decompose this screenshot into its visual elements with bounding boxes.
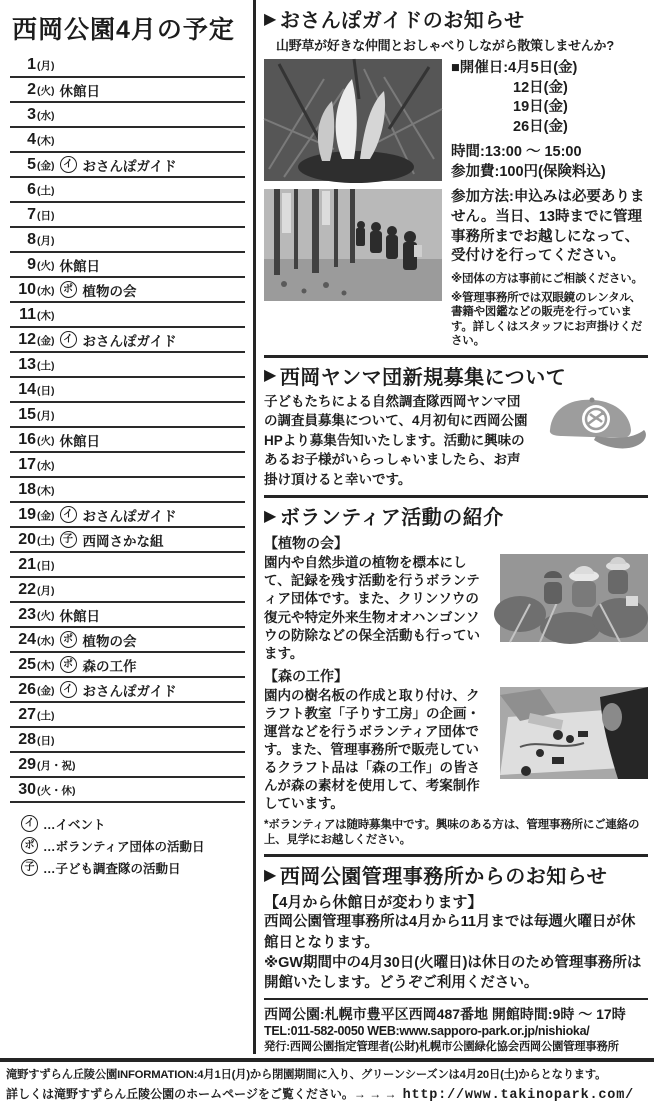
calendar-day-of-week: (水) <box>37 635 55 647</box>
calendar-row <box>10 678 245 703</box>
event-date-line: 19日(金) <box>513 99 568 116</box>
section-osanpo-guide <box>264 4 648 349</box>
event-type-badge-icon: ポ <box>60 281 77 298</box>
section-heading <box>264 361 648 390</box>
event-note-2: ※管理事務所では双眼鏡のレンタル、書籍や図鑑などの販売を行っています。詳しくはスタッフにお声掛けください。 <box>451 292 643 348</box>
skunk-cabbage-flowers-photo <box>264 59 442 181</box>
calendar-row <box>10 753 245 778</box>
calendar-row <box>10 578 245 603</box>
park-contact-block <box>264 998 648 1054</box>
calendar-day-number: 16 <box>18 430 36 448</box>
group-body-woodcraft: 園内の樹名板の作成と取り付け、クラフト教室「子りす工房」の企画・運営などを行うボランティア団体です。また、管理事務所で販売しているクラフト品は「森の工作」の皆さんが森の素材を使用して、考案制作しています。 <box>264 687 480 812</box>
calendar-day-of-week: (日) <box>37 385 55 397</box>
guided-walk-forest-photo <box>264 189 442 301</box>
plant-group-activity-photo <box>500 554 648 642</box>
calendar-row <box>10 353 245 378</box>
legend-item <box>18 813 245 834</box>
event-fee: 参加費:100円(保険料込) <box>451 163 606 180</box>
calendar-row <box>10 53 245 78</box>
calendar-day-of-week: (月) <box>37 235 55 247</box>
calendar-day-of-week: (木) <box>37 485 55 497</box>
triangle-marker-icon: ▶ <box>264 507 277 525</box>
calendar-row <box>10 203 245 228</box>
section-yanma-recruitment <box>264 355 648 490</box>
calendar-row <box>10 153 245 178</box>
calendar-day-number: 5 <box>27 155 36 173</box>
event-type-badge-icon: 子 <box>60 531 77 548</box>
calendar-event-label: 植物の会 <box>82 283 137 299</box>
calendar-day-number: 20 <box>18 530 36 548</box>
calendar-day-of-week: (月) <box>37 585 55 597</box>
calendar-day-number: 29 <box>18 755 36 773</box>
calendar-day-number: 18 <box>18 480 36 498</box>
footer-info-line: 滝野すずらん丘陵公園INFORMATION:4月1日(月)から閉園期間に入り、グリーンシーズンは4月20日(土)からとなります。 <box>6 1069 607 1082</box>
calendar-event-label: 休館日 <box>59 258 100 274</box>
takino-information-footer <box>0 1058 654 1103</box>
legend-item <box>18 835 245 856</box>
calendar-day-of-week: (金) <box>37 510 55 522</box>
legend-label: …イベント <box>43 817 106 832</box>
calendar-day-of-week: (金) <box>37 685 55 697</box>
calendar-day-of-week: (土) <box>37 710 55 722</box>
calendar-title: 西岡公園4月の予定 <box>12 16 235 44</box>
calendar-day-of-week: (火) <box>37 85 55 97</box>
calendar-row <box>10 528 245 553</box>
calendar-day-of-week: (火・休) <box>37 785 76 797</box>
calendar-row <box>10 728 245 753</box>
triangle-marker-icon: ▶ <box>264 367 277 384</box>
calendar-day-number: 24 <box>18 630 36 648</box>
calendar-event-label: おさんぽガイド <box>82 508 177 524</box>
event-time: 時間:13:00 〜 15:00 <box>451 144 582 161</box>
triangle-marker-icon: ▶ <box>264 866 277 884</box>
section-volunteer <box>264 495 648 848</box>
section-heading <box>264 4 648 33</box>
footer-url: http://www.takinopark.com/ <box>402 1088 634 1103</box>
calendar-day-of-week: (日) <box>37 735 55 747</box>
legend-label: …ボランティア団体の活動日 <box>43 839 205 854</box>
calendar-day-of-week: (水) <box>37 460 55 472</box>
calendar-day-number: 21 <box>18 555 36 573</box>
event-date-line: 12日(金) <box>513 79 568 96</box>
calendar-event-label: 森の工作 <box>82 658 137 674</box>
calendar-row <box>10 228 245 253</box>
calendar-day-of-week: (日) <box>37 560 55 572</box>
office-body-2: ※GW期間中の4月30日(火曜日)は休日のため管理事務所は開館いたします。どうぞご利用ください。 <box>264 954 642 992</box>
calendar-day-of-week: (水) <box>37 285 55 297</box>
calendar-day-of-week: (土) <box>37 360 55 372</box>
calendar-list <box>10 53 245 803</box>
calendar-day-number: 9 <box>27 255 36 273</box>
event-type-badge-icon: イ <box>60 331 77 348</box>
calendar-day-number: 2 <box>27 80 36 98</box>
calendar-row <box>10 378 245 403</box>
section-heading <box>264 501 648 530</box>
calendar-day-of-week: (土) <box>37 535 55 547</box>
calendar-row <box>10 278 245 303</box>
calendar-row <box>10 628 245 653</box>
calendar-day-number: 17 <box>18 455 36 473</box>
calendar-row <box>10 178 245 203</box>
baseball-cap-icon <box>536 392 648 456</box>
legend-badge-icon: ポ <box>21 837 38 854</box>
volunteer-note: *ボランティアは随時募集中です。興味のある方は、管理事務所にご連絡の上、見学にお越しください。 <box>264 819 640 847</box>
calendar-event-label: おさんぽガイド <box>82 158 177 174</box>
calendar-row <box>10 428 245 453</box>
calendar-event-label: 西岡さかな組 <box>82 533 164 549</box>
calendar-day-number: 6 <box>27 180 36 198</box>
calendar-day-of-week: (金) <box>37 160 55 172</box>
legend-badge-icon: 子 <box>21 859 38 876</box>
calendar-day-number: 30 <box>18 780 36 798</box>
calendar-day-of-week: (日) <box>37 210 55 222</box>
park-address: 西岡公園:札幌市豊平区西岡487番地 開館時間:9時 〜 17時 <box>264 1006 626 1023</box>
calendar-day-of-week: (土) <box>37 185 55 197</box>
calendar-row <box>10 328 245 353</box>
calendar-day-of-week: (月・祝) <box>37 760 76 772</box>
calendar-row <box>10 603 245 628</box>
calendar-event-label: 休館日 <box>59 608 100 624</box>
calendar-row <box>10 303 245 328</box>
event-date-list <box>451 79 648 138</box>
calendar-day-number: 28 <box>18 730 36 748</box>
section-title: 西岡ヤンマ団新規募集について <box>279 366 567 389</box>
calendar-day-number: 7 <box>27 205 36 223</box>
section-office-notice <box>264 854 648 1054</box>
section-title: おさんぽガイドのお知らせ <box>279 10 525 32</box>
event-type-badge-icon: ポ <box>60 656 77 673</box>
park-publisher: 発行:西岡公園指定管理者(公財)札幌市公園緑化協会西岡公園管理事務所 <box>264 1041 619 1054</box>
calendar-day-of-week: (金) <box>37 335 55 347</box>
calendar-day-number: 15 <box>18 405 36 423</box>
calendar-row <box>10 553 245 578</box>
section-subtitle: 山野草が好きな仲間とおしゃべりしながら散策しませんか? <box>276 38 614 53</box>
calendar-day-of-week: (火) <box>37 610 55 622</box>
event-details <box>442 59 648 349</box>
calendar-event-label: 植物の会 <box>82 633 137 649</box>
triangle-marker-icon: ▶ <box>264 10 277 28</box>
footer-homepage-text: 詳しくは滝野すずらん丘陵公園のホームページをご覧ください。→ → → <box>6 1087 397 1102</box>
calendar-row <box>10 253 245 278</box>
calendar-day-number: 4 <box>27 130 36 148</box>
photo-stack <box>264 59 442 349</box>
calendar-day-number: 1 <box>27 55 36 73</box>
calendar-event-label: おさんぽガイド <box>82 683 177 699</box>
legend-item <box>18 857 245 878</box>
calendar-day-number: 8 <box>27 230 36 248</box>
calendar-column <box>0 0 256 1054</box>
event-type-badge-icon: イ <box>60 506 77 523</box>
calendar-event-label: おさんぽガイド <box>82 333 177 349</box>
section-heading <box>264 860 648 889</box>
calendar-row <box>10 403 245 428</box>
calendar-day-of-week: (火) <box>37 260 55 272</box>
section-title: ボランティア活動の紹介 <box>279 507 504 530</box>
office-body-1: 西岡公園管理事務所は4月から11月までは毎週火曜日が休館日となります。 <box>264 914 636 951</box>
calendar-day-of-week: (水) <box>37 110 55 122</box>
calendar-row <box>10 78 245 103</box>
calendar-day-number: 14 <box>18 380 36 398</box>
event-type-badge-icon: ポ <box>60 631 77 648</box>
calendar-row <box>10 478 245 503</box>
calendar-day-of-week: (木) <box>37 135 55 147</box>
calendar-day-number: 25 <box>18 655 36 673</box>
event-type-badge-icon: イ <box>60 156 77 173</box>
calendar-row <box>10 703 245 728</box>
calendar-row <box>10 503 245 528</box>
calendar-day-number: 27 <box>18 705 36 723</box>
event-method: 参加方法:申込みは必要ありません。当日、13時までに管理事務所までお越しになって、受付けを行ってください。 <box>451 189 645 265</box>
calendar-row <box>10 128 245 153</box>
group-body-plants: 園内や自然歩道の植物を標本にして、記録を残す活動を行うボランティア団体です。また、クリンソウの復元や特定外来生物オオハンゴンソウの防除などの保全活動も行っています。 <box>264 555 480 661</box>
yanma-text: 子どもたちによる自然調査隊西岡ヤンマ団の調査員募集について、4月初旬に西岡公園HPより募集告知いたします。活動に興味のあるお子様がいらっしゃいましたら、お声掛け頂けると幸いです。 <box>264 393 528 487</box>
calendar-row <box>10 453 245 478</box>
calendar-day-of-week: (月) <box>37 410 55 422</box>
content-column <box>256 0 654 1054</box>
calendar-event-label: 休館日 <box>59 83 100 99</box>
park-tel-web: TEL:011-582-0050 WEB:www.sapporo-park.or.jp/nishioka/ <box>264 1024 590 1039</box>
event-date-first: ■開催日:4月5日(金) <box>451 60 578 76</box>
calendar-day-number: 11 <box>19 305 36 323</box>
craft-work-photo <box>500 687 648 779</box>
section-title: 西岡公園管理事務所からのお知らせ <box>279 866 608 889</box>
calendar-day-number: 19 <box>18 505 36 523</box>
calendar-row <box>10 653 245 678</box>
calendar-event-label: 休館日 <box>59 433 100 449</box>
calendar-day-number: 26 <box>18 680 36 698</box>
calendar-day-of-week: (火) <box>37 435 55 447</box>
calendar-day-number: 13 <box>18 355 36 373</box>
office-subheading: 【4月から休館日が変わります】 <box>264 894 483 912</box>
legend-badge-icon: イ <box>21 815 38 832</box>
calendar-day-number: 10 <box>18 280 36 298</box>
group-name-plants: 【植物の会】 <box>264 535 348 552</box>
event-type-badge-icon: イ <box>60 681 77 698</box>
calendar-day-of-week: (木) <box>37 310 55 322</box>
group-name-woodcraft: 【森の工作】 <box>264 667 348 684</box>
legend-label: …子ども調査隊の活動日 <box>43 861 181 876</box>
calendar-day-of-week: (木) <box>37 660 55 672</box>
badge-legend <box>10 813 245 878</box>
event-note-1: ※団体の方は事前にご相談ください。 <box>451 272 643 285</box>
event-date-line: 26日(金) <box>513 118 568 135</box>
calendar-day-of-week: (月) <box>37 60 55 72</box>
calendar-day-number: 12 <box>18 330 36 348</box>
calendar-row <box>10 778 245 803</box>
calendar-row <box>10 103 245 128</box>
yanma-body <box>264 392 648 490</box>
calendar-day-number: 22 <box>18 580 36 598</box>
calendar-day-number: 23 <box>18 605 36 623</box>
calendar-day-number: 3 <box>27 105 36 123</box>
